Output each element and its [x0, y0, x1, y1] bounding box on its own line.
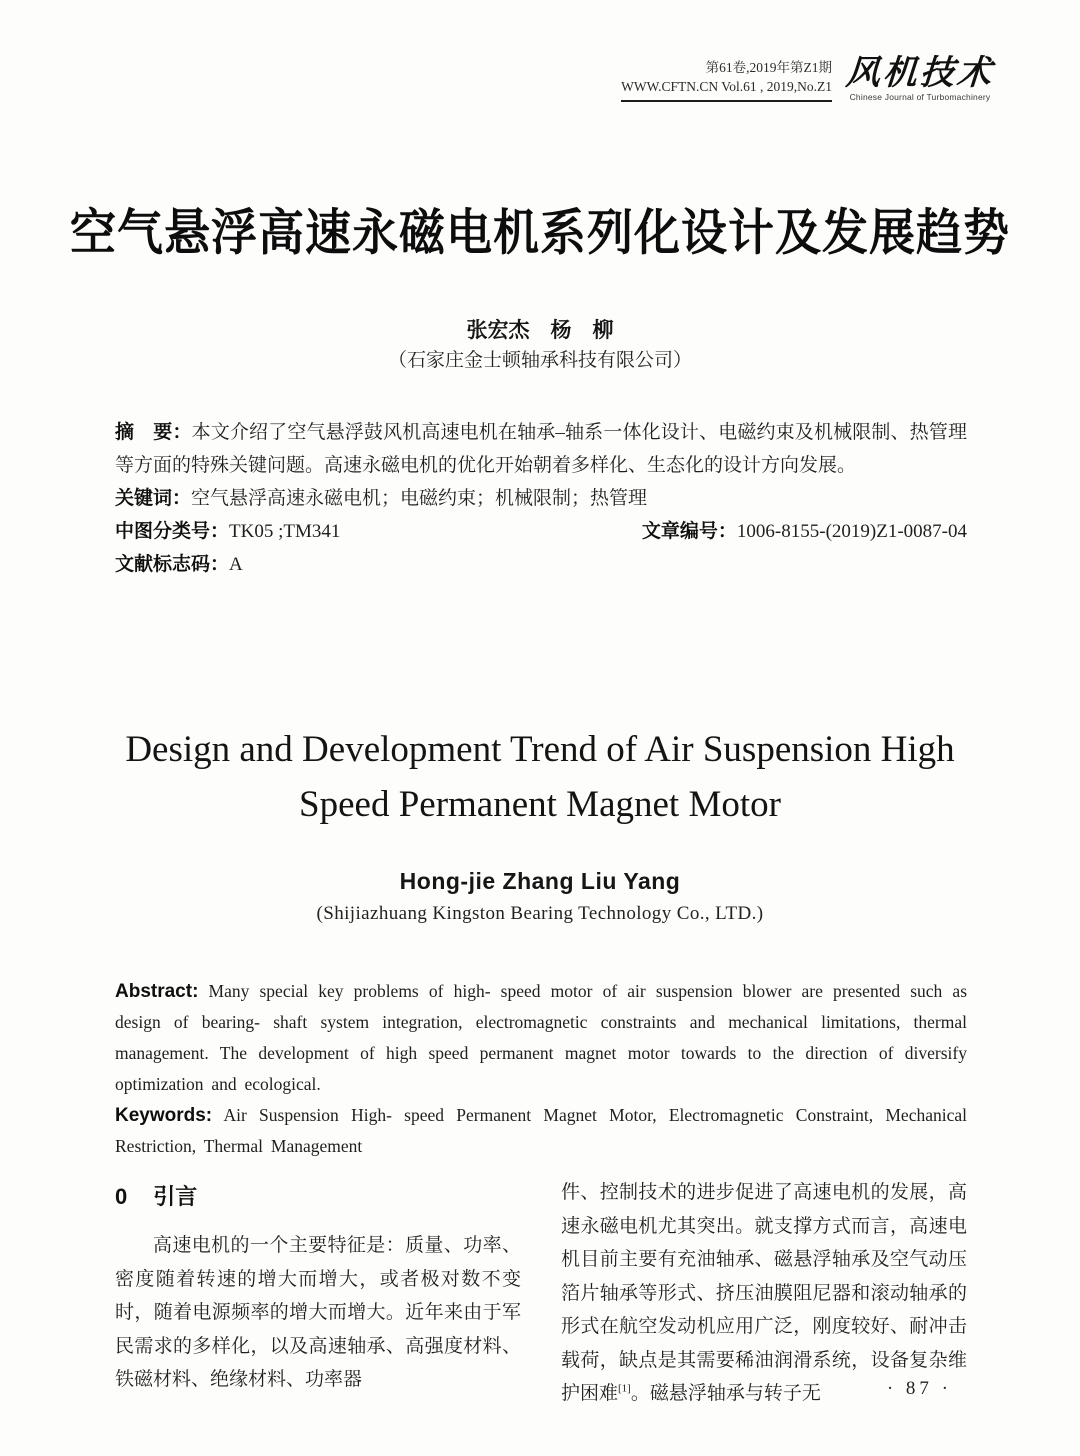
document-code-value: A: [229, 554, 243, 575]
abstract-label-en: Abstract:: [115, 981, 199, 1002]
section-title: 引言: [153, 1184, 198, 1209]
page-number: · 87 ·: [886, 1378, 952, 1399]
body-paragraph-right-text-b: 。磁悬浮轴承与转子无: [630, 1383, 821, 1404]
classification-row: [115, 515, 967, 548]
body-paragraph-right-text-a: 件、控制技术的进步促进了高速电机的发展，高速永磁电机尤其突出。就支撑方式而言，高速电机目前主要有充油轴承、磁悬浮轴承及空气动压箔片轴承等形式、挤压油膜阻尼器和滚动轴承的形式在航空发动机应用广泛，刚度较好、耐冲击载荷，缺点是其需要稀油润滑系统，设备复杂维护困难: [561, 1182, 967, 1404]
abstract-en: [115, 976, 967, 1100]
body-column-right: [561, 1176, 967, 1411]
authors-cn: 张宏杰 杨 柳: [466, 319, 614, 342]
section-heading: [115, 1180, 521, 1211]
paper-title-en-line2: Speed Permanent Magnet Motor: [299, 784, 781, 825]
document-code: [115, 548, 967, 581]
journal-logo-text: 风机技术: [844, 53, 996, 93]
abstract-cn: [115, 416, 967, 482]
clc-label: 中图分类号：: [115, 521, 230, 542]
section-number: 0: [115, 1184, 128, 1209]
paper-title-en-line1: Design and Development Trend of Air Suspension High: [125, 729, 955, 770]
meta-block-cn: [115, 416, 967, 581]
abstract-label-cn: 摘 要：: [115, 422, 192, 443]
body-columns: [115, 1176, 967, 1411]
affiliation-en: (Shijiazhuang Kingston Bearing Technology Co., LTD.): [316, 903, 764, 924]
journal-logo: [844, 53, 996, 102]
volume-line: 第61卷,2019年第Z1期: [705, 60, 832, 75]
keywords-label-cn: 关键词：: [115, 488, 192, 509]
keywords-label-en: Keywords:: [115, 1105, 213, 1126]
body-paragraph-right: [561, 1176, 967, 1411]
paper-title-en: [0, 722, 1080, 832]
clc-value: TK05 ;TM341: [229, 521, 341, 542]
clc-number: [115, 515, 340, 548]
journal-header: [621, 53, 996, 102]
article-number: [642, 515, 967, 548]
journal-logo-subtitle: Chinese Journal of Turbomachinery: [849, 92, 991, 102]
keywords-text-cn: 空气悬浮高速永磁电机；电磁约束；机械限制；热管理: [191, 488, 648, 509]
keywords-cn: [115, 482, 967, 515]
paper-title-cn: 空气悬浮高速永磁电机系列化设计及发展趋势: [70, 204, 1010, 261]
abstract-text-en: Many special key problems of high- speed motor of air suspension blower are presented such as design of bearing- shaft system integration, electromagnetic constraints and mechanical limitations, thermal management. The development of high speed permanent magnet motor towards to the direction of diversify optimization and ecological.: [115, 981, 967, 1094]
authors-en: Hong-jie Zhang Liu Yang: [399, 868, 681, 894]
document-code-label: 文献标志码：: [115, 554, 230, 575]
body-paragraph-left: 高速电机的一个主要特征是：质量、功率、密度随着转速的增大而增大，或者极对数不变时，随着电源频率的增大而增大。近年来由于军民需求的多样化，以及高速轴承、高强度材料、铁磁材料、绝缘材料、功率器: [115, 1235, 521, 1390]
citation-ref-1: [1]: [618, 1382, 631, 1395]
article-number-label: 文章编号：: [641, 521, 737, 542]
abstract-text-cn: 本文介绍了空气悬浮鼓风机高速电机在轴承–轴系一体化设计、电磁约束及机械限制、热管理等方面的特殊关键问题。高速永磁电机的优化开始朝着多样化、生态化的设计方向发展。: [115, 422, 967, 476]
affiliation-cn: （石家庄金士顿轴承科技有限公司）: [387, 350, 692, 371]
body-column-left: [115, 1176, 521, 1411]
keywords-text-en: Air Suspension High- speed Permanent Magnet Motor, Electromagnetic Constraint, Mechanical Restriction, Thermal Management: [115, 1105, 967, 1156]
meta-block-en: [115, 976, 967, 1162]
site-line: WWW.CFTN.CN Vol.61 , 2019,No.Z1: [621, 79, 832, 94]
keywords-en: [115, 1100, 967, 1162]
article-number-value: 1006-8155-(2019)Z1-0087-04: [736, 521, 967, 542]
journal-issue-info: [621, 58, 832, 102]
